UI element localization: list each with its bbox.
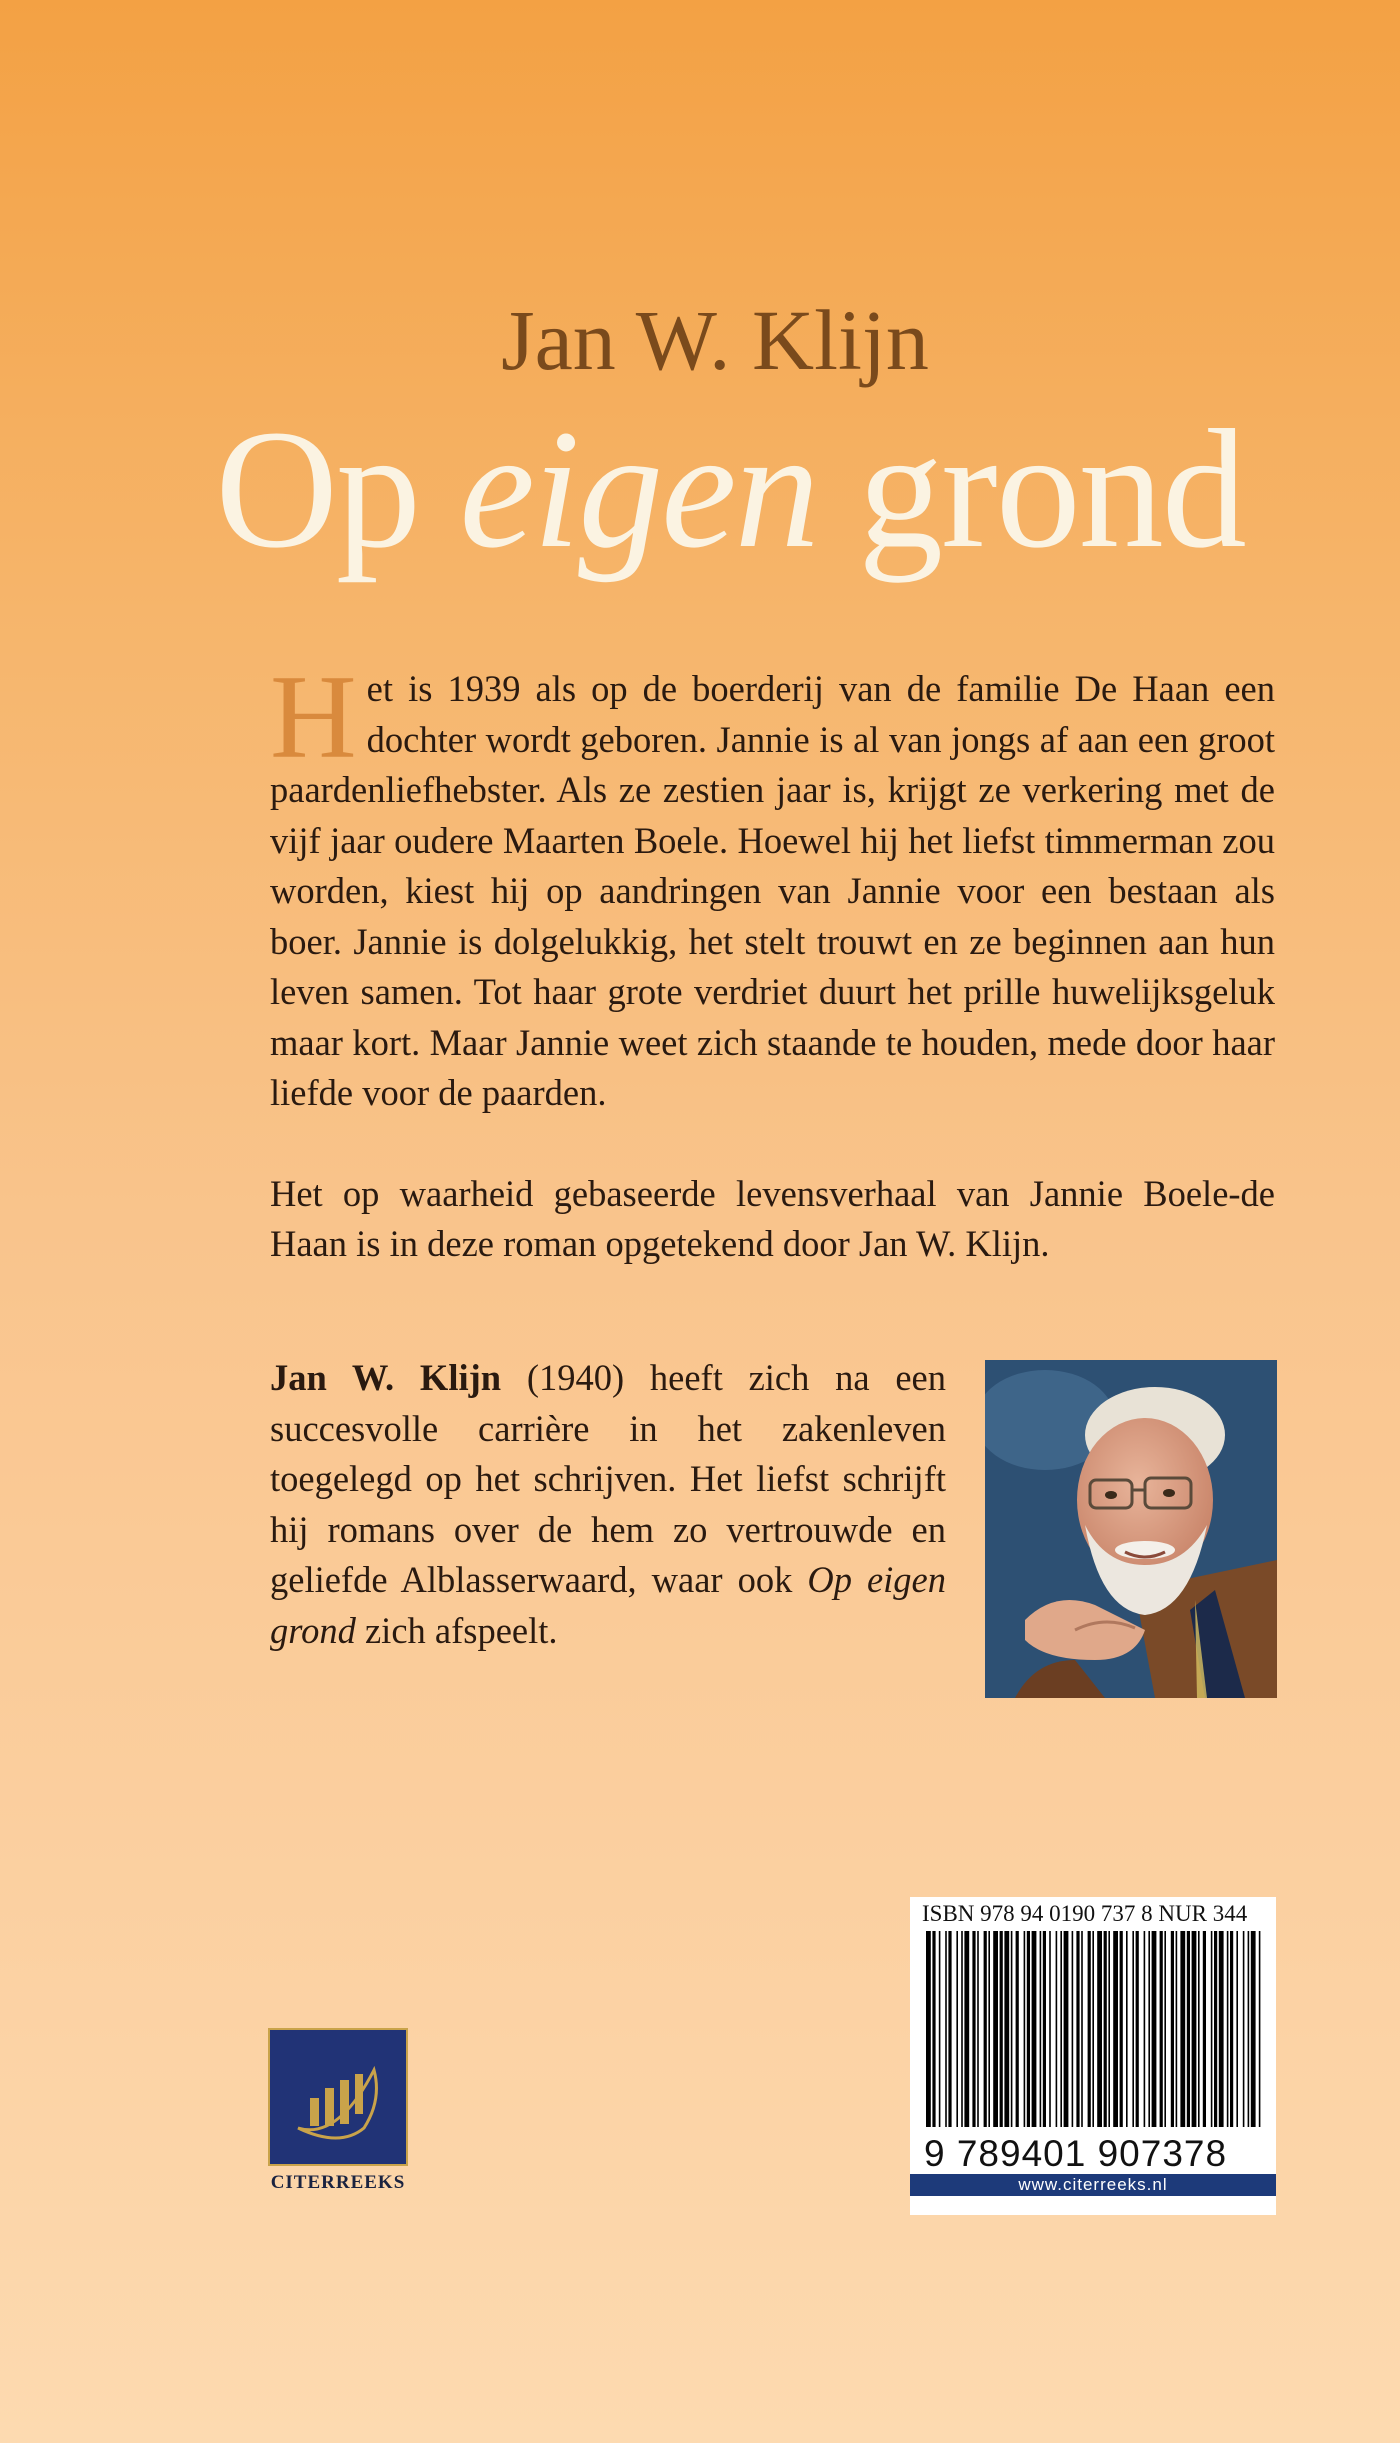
barcode-bar	[1152, 1931, 1157, 2127]
blurb-paragraph-1	[270, 650, 1275, 1119]
barcode-bar	[1176, 1931, 1178, 2127]
barcode-bar	[956, 1931, 958, 2127]
barcode-bar	[1040, 1931, 1042, 2127]
barcode-bar	[984, 1931, 987, 2127]
publisher-url: www.citerreeks.nl	[910, 2174, 1276, 2196]
barcode-bar	[1211, 1931, 1213, 2127]
barcode-bar	[1248, 1931, 1250, 2127]
publisher-logo	[268, 2028, 408, 2166]
barcode-bar	[993, 1931, 998, 2127]
barcode-bar	[1219, 1931, 1224, 2127]
barcode-bar	[1160, 1931, 1163, 2127]
blurb-paragraph-1-text: et is 1939 als op de boerderij van de familie De Haan een dochter wordt geboren. Jannie is al van jongs af aan een groot paardenliefhebster. Als ze zestien jaar is, krijgt ze verkering met de vijf jaar oudere Maarten Boele. Hoewel hij het liefst timmerman zou worden, kiest hij op aandringen van Jannie voor een bestaan als boer. Jannie is dolgelukkig, het stelt trouwt en ze beginnen aan hun leven samen. Tot haar grote verdriet duurt het prille huwelijksgeluk maar kort. Maar Jannie weet zich staande te houden, mede door haar liefde voor de paarden.	[270, 668, 1275, 1113]
barcode-bar	[1171, 1931, 1174, 2127]
barcode-bar	[1097, 1931, 1102, 2127]
barcode-bar	[1104, 1931, 1107, 2127]
barcode-bar	[1072, 1931, 1074, 2127]
barcode-bar	[1060, 1931, 1062, 2127]
barcode-bar	[948, 1931, 951, 2127]
barcode-bar	[1230, 1931, 1233, 2127]
bio-text-1: (1940) heeft zich na een succesvolle carrière in het zakenleven toegelegd op het schrijven. Het liefst schrijft hij romans over de hem zo vertrouwde en geliefde Alblasserwaard, waar ook	[270, 1357, 946, 1600]
author-portrait-icon	[985, 1360, 1277, 1698]
bio-text-2: zich afspeelt.	[355, 1609, 558, 1651]
barcode-bar	[1032, 1931, 1037, 2127]
barcode-bar	[1024, 1931, 1026, 2127]
title-part-3: grond	[817, 395, 1245, 583]
barcode-panel	[910, 1897, 1276, 2215]
bio-book-title: Op eigen grond	[270, 1559, 946, 1651]
bio-author-name: Jan W. Klijn	[270, 1357, 502, 1398]
barcode-bar	[1049, 1931, 1051, 2127]
barcode-bar	[939, 1931, 941, 2127]
barcode-bar	[926, 1931, 931, 2127]
barcode-bar	[1027, 1931, 1030, 2127]
barcode-bar	[1081, 1931, 1083, 2127]
barcode-bar	[1088, 1931, 1091, 2127]
barcode-bar	[1187, 1931, 1190, 2127]
publisher-logo-icon	[270, 2030, 406, 2164]
title-part-2-italic: eigen	[459, 395, 818, 583]
title-part-1: Op	[215, 395, 460, 583]
isbn-line: ISBN 978 94 0190 737 8 NUR 344	[922, 1901, 1248, 1926]
barcode-bar	[1180, 1931, 1185, 2127]
barcode-bar	[1148, 1931, 1150, 2127]
barcode-bar	[1236, 1931, 1238, 2127]
barcode-bar	[945, 1931, 947, 2127]
barcode-bar	[1214, 1931, 1217, 2127]
barcode-bar	[1120, 1931, 1123, 2127]
barcode-bar	[1136, 1931, 1139, 2127]
barcode-bar	[1004, 1931, 1009, 2127]
barcode-bar	[1011, 1931, 1013, 2127]
barcode-digits: 9 789401 907378	[924, 2133, 1228, 2174]
barcode-bar	[1132, 1931, 1134, 2127]
barcode-bar	[1064, 1931, 1069, 2127]
barcode-bar	[1056, 1931, 1058, 2127]
barcode-bar	[932, 1931, 935, 2127]
barcode-bar	[961, 1931, 963, 2127]
barcode-bar	[972, 1931, 975, 2127]
barcode-bar	[988, 1931, 990, 2127]
author-photo	[985, 1360, 1277, 1698]
barcode-bar	[1192, 1931, 1197, 2127]
barcode-bar	[1243, 1931, 1245, 2127]
barcode-bar	[1203, 1931, 1206, 2127]
drop-cap: H	[270, 650, 357, 783]
blurb-paragraph-2: Het op waarheid gebaseerde levensverhaal van Jannie Boele-de Haan is in deze roman opgetekend door Jan W. Klijn.	[270, 1172, 1275, 1264]
barcode-bar	[1227, 1931, 1229, 2127]
barcode-bar	[1164, 1931, 1166, 2127]
barcode-icon	[922, 1931, 1264, 2131]
barcode-bar	[1043, 1931, 1046, 2127]
barcode-bar	[1108, 1931, 1110, 2127]
blurb	[270, 650, 1275, 1270]
barcode-bar	[1000, 1931, 1003, 2127]
barcode-bar	[1076, 1931, 1079, 2127]
author-name: Jan W. Klijn	[501, 292, 929, 388]
barcode-bar	[1016, 1931, 1019, 2127]
barcode-bar	[1259, 1931, 1261, 2127]
barcode-bar	[1198, 1931, 1200, 2127]
barcode-bar	[964, 1931, 969, 2127]
publisher-name: CITERREEKS	[270, 2172, 406, 2193]
barcode-bar	[1144, 1931, 1146, 2127]
author-bio	[270, 1353, 946, 1656]
barcode-bar	[977, 1931, 979, 2127]
book-title	[0, 392, 1400, 587]
barcode-bar	[1126, 1931, 1128, 2127]
barcode-bar	[1251, 1931, 1256, 2127]
barcode-bar	[1113, 1931, 1118, 2127]
barcode-bar	[1092, 1931, 1094, 2127]
